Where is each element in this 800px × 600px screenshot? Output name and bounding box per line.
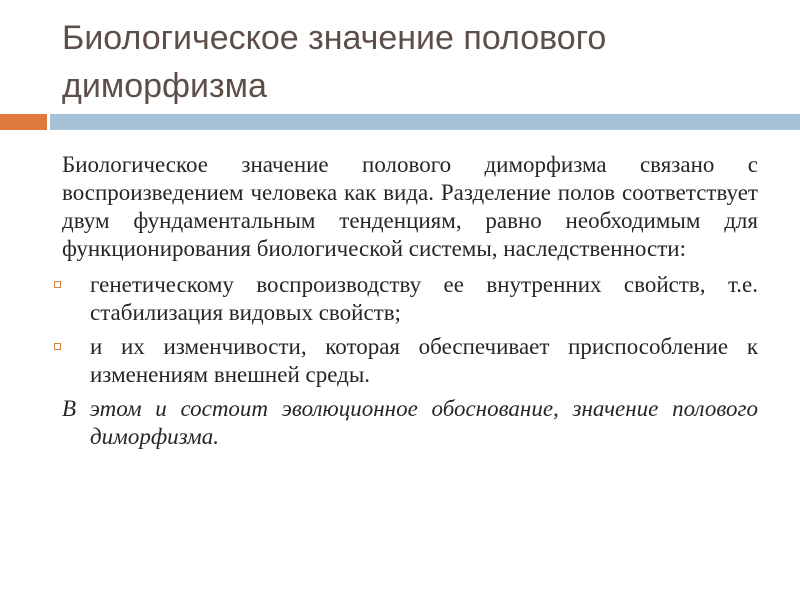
list-item [62,271,758,327]
list-item [62,333,758,389]
title-rule-bar [50,114,800,130]
intro-paragraph: Биологическое значение полового диморфизма связано с воспроизведением человека как вида. Разделение полов соответствует двум фундаментальным тенденциям, равно необходимым для функционирования биологической системы, наследственности: [62,152,758,261]
bullet-list [62,271,758,389]
slide-body [62,151,758,451]
square-bullet-icon [54,343,61,350]
square-bullet-icon [54,281,61,288]
title-accent-bar [0,114,47,130]
bullet-text: и их изменчивости, которая обеспечивает приспособление к изменениям внешней среды. [90,334,758,387]
conclusion-paragraph: В этом и состоит эволюционное обоснование, значение полового диморфизма. [62,396,758,449]
bullet-text: генетическому воспроизводству ее внутренних свойств, т.е. стабилизация видовых свойств; [90,272,758,325]
slide-title: Биологическое значение полового диморфизма [62,19,607,105]
